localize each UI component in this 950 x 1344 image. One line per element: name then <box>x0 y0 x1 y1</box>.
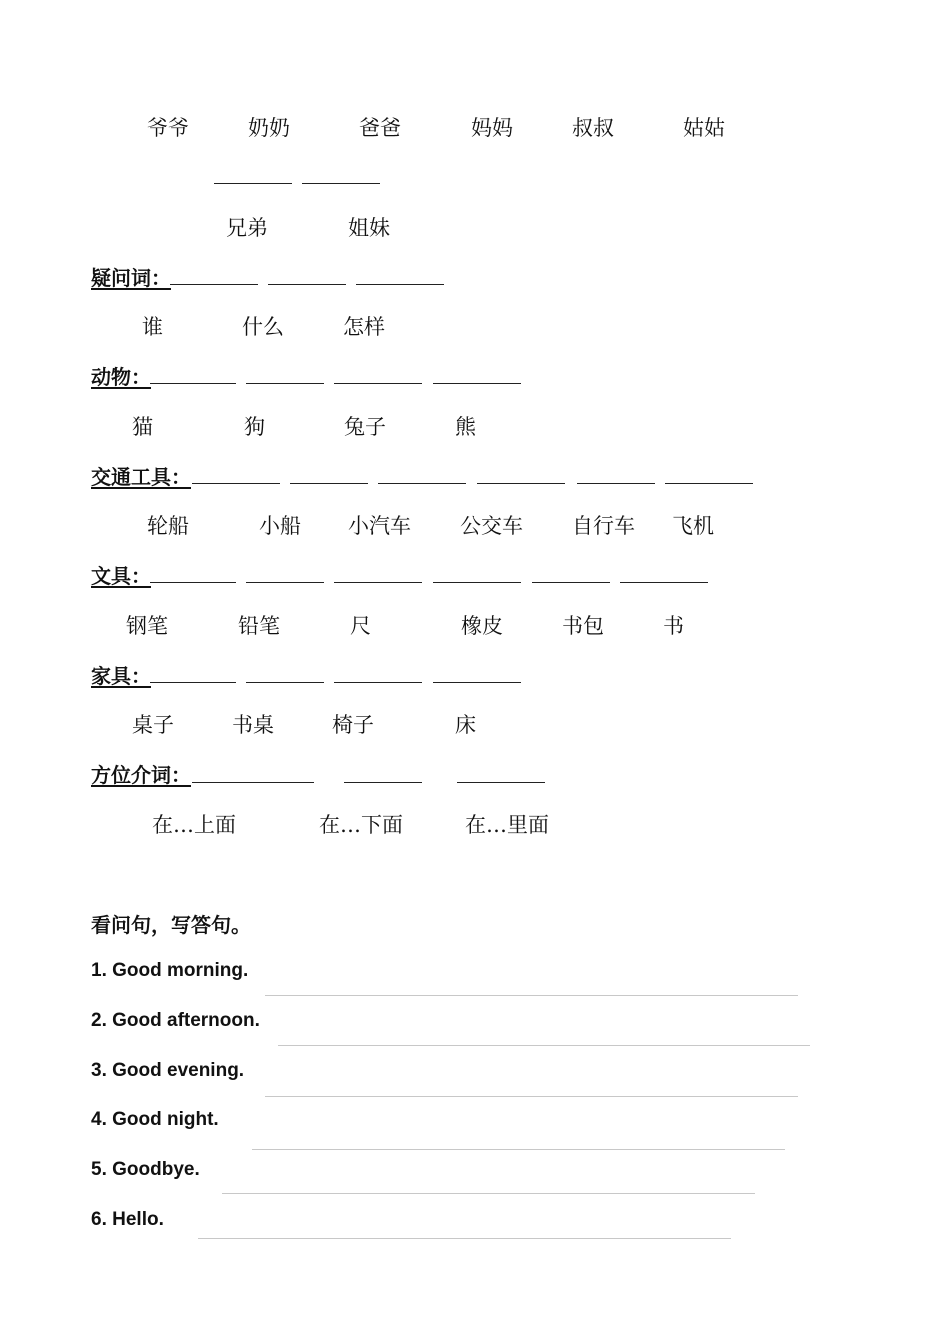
category-label-stationery: 文具： <box>91 564 151 588</box>
answer-blank[interactable] <box>334 383 422 384</box>
answer-blank[interactable] <box>268 284 346 285</box>
answer-blank[interactable] <box>246 383 324 384</box>
question-3: 3. Good evening. <box>91 1060 245 1081</box>
word-item: 什么 <box>242 315 284 339</box>
answer-blank[interactable] <box>302 183 380 184</box>
word-grandma: 奶奶 <box>248 116 290 140</box>
word-item: 熊 <box>455 415 476 439</box>
answer-blank[interactable] <box>665 483 753 484</box>
answer-blank[interactable] <box>334 682 422 683</box>
word-item: 在…下面 <box>319 813 403 837</box>
answer-blank[interactable] <box>433 582 521 583</box>
question-5: 5. Goodbye. <box>91 1159 200 1180</box>
question-1: 1. Good morning. <box>91 960 249 981</box>
answer-blank[interactable] <box>192 782 314 783</box>
word-aunt: 姑姑 <box>683 116 725 140</box>
question-2: 2. Good afternoon. <box>91 1010 260 1031</box>
answer-blank[interactable] <box>214 183 292 184</box>
word-item: 铅笔 <box>238 614 280 638</box>
answer-line[interactable] <box>198 1238 731 1239</box>
category-label-furniture: 家具： <box>91 664 151 688</box>
answer-blank[interactable] <box>192 483 280 484</box>
answer-line[interactable] <box>222 1193 755 1194</box>
question-4: 4. Good night. <box>91 1109 219 1130</box>
category-label-transport: 交通工具： <box>91 465 191 489</box>
answer-line[interactable] <box>265 1096 798 1097</box>
word-item: 小汽车 <box>348 514 411 538</box>
word-grandpa: 爷爷 <box>147 116 189 140</box>
answer-blank[interactable] <box>457 782 545 783</box>
word-item: 轮船 <box>147 514 189 538</box>
word-item: 钢笔 <box>126 614 168 638</box>
word-item: 谁 <box>142 315 163 339</box>
word-item: 书桌 <box>232 713 274 737</box>
answer-blank[interactable] <box>170 284 258 285</box>
answer-blank[interactable] <box>246 582 324 583</box>
word-item: 怎样 <box>343 315 385 339</box>
answer-blank[interactable] <box>477 483 565 484</box>
word-item: 桌子 <box>132 713 174 737</box>
answer-blank[interactable] <box>150 582 236 583</box>
word-dad: 爸爸 <box>359 116 401 140</box>
answer-blank[interactable] <box>356 284 444 285</box>
answer-line[interactable] <box>265 995 798 996</box>
word-uncle: 叔叔 <box>572 116 614 140</box>
answer-blank[interactable] <box>433 383 521 384</box>
answer-blank[interactable] <box>150 383 236 384</box>
answer-blank[interactable] <box>150 682 236 683</box>
category-label-animals: 动物： <box>91 365 151 389</box>
answer-blank[interactable] <box>378 483 466 484</box>
answer-blank[interactable] <box>433 682 521 683</box>
word-item: 床 <box>455 713 476 737</box>
category-label-prepositions: 方位介词： <box>91 763 191 787</box>
word-item: 兔子 <box>344 415 386 439</box>
word-sisters: 姐妹 <box>348 216 390 240</box>
question-6: 6. Hello. <box>91 1209 164 1230</box>
category-label-question-words: 疑问词： <box>91 266 171 290</box>
word-brothers: 兄弟 <box>226 216 268 240</box>
word-item: 在…里面 <box>465 813 549 837</box>
answer-blank[interactable] <box>577 483 655 484</box>
word-item: 椅子 <box>332 713 374 737</box>
answer-blank[interactable] <box>290 483 368 484</box>
answer-line[interactable] <box>252 1149 785 1150</box>
exercise-title: 看问句，写答句。 <box>91 913 251 937</box>
answer-blank[interactable] <box>334 582 422 583</box>
answer-blank[interactable] <box>246 682 324 683</box>
answer-blank[interactable] <box>344 782 422 783</box>
answer-blank[interactable] <box>620 582 708 583</box>
word-item: 飞机 <box>672 514 714 538</box>
word-item: 公交车 <box>460 514 523 538</box>
word-item: 自行车 <box>572 514 635 538</box>
word-item: 橡皮 <box>461 614 503 638</box>
word-item: 尺 <box>350 614 371 638</box>
word-item: 狗 <box>244 415 265 439</box>
answer-line[interactable] <box>278 1045 810 1046</box>
word-mom: 妈妈 <box>471 116 513 140</box>
word-item: 在…上面 <box>152 813 236 837</box>
word-item: 书包 <box>562 614 604 638</box>
word-item: 猫 <box>132 415 153 439</box>
word-item: 小船 <box>259 514 301 538</box>
word-item: 书 <box>663 614 684 638</box>
answer-blank[interactable] <box>532 582 610 583</box>
